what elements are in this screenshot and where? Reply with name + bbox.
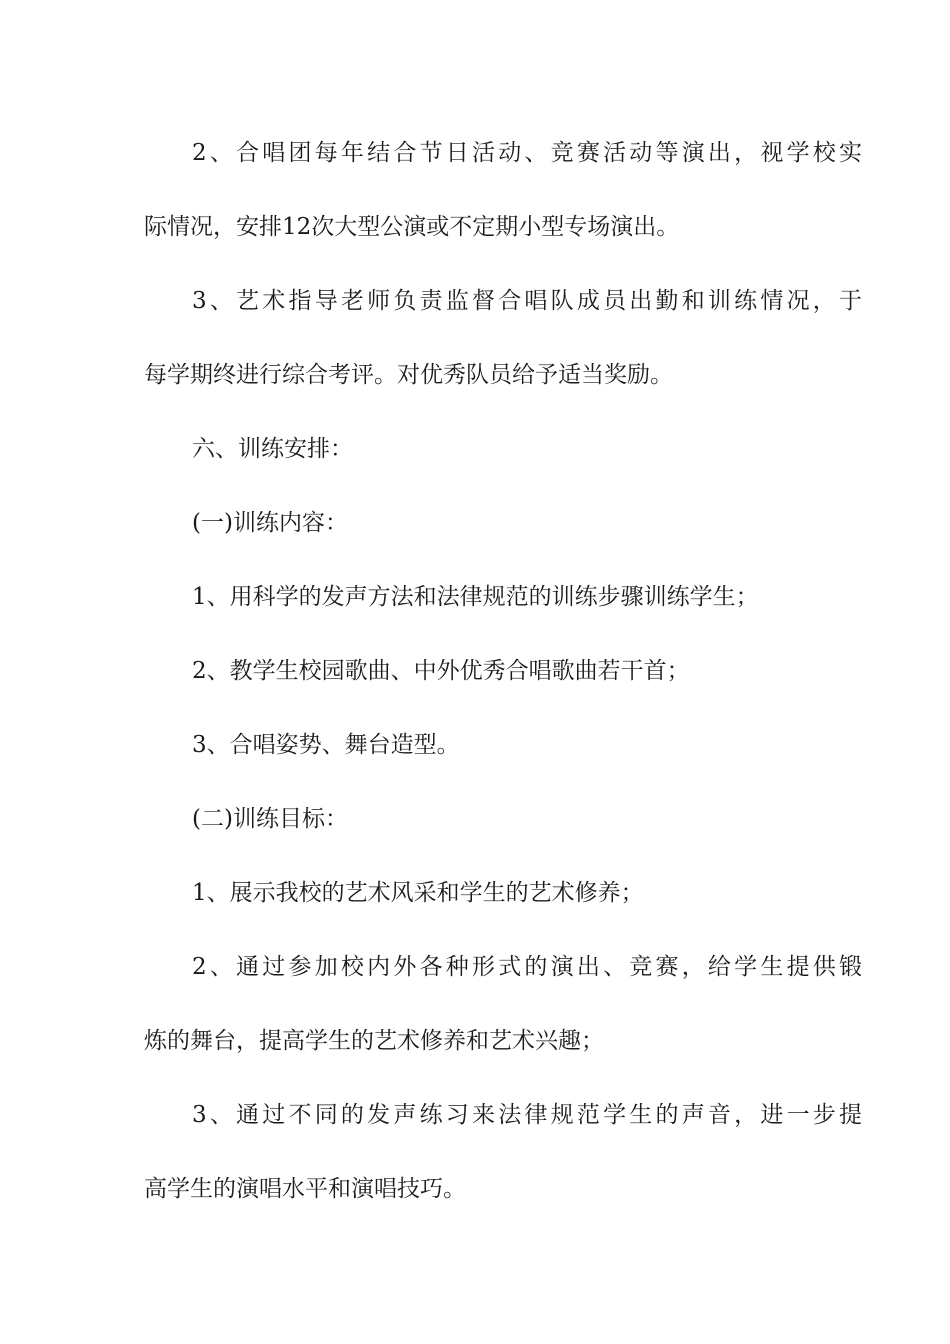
paragraph-1-line-2: 际情况，安排12次大型公演或不定期小型专场演出。	[144, 214, 680, 240]
content-item-2: 2、教学生校园歌曲、中外优秀合唱歌曲若干首；	[192, 658, 690, 684]
goal-item-2-line-1: 2、通过参加校内外各种形式的演出、竞赛，给学生提供锻	[192, 954, 862, 980]
paragraph-1-line-1: 2、合唱团每年结合节日活动、竞赛活动等演出，视学校实	[192, 140, 862, 166]
subheading-training-content: (一)训练内容：	[192, 510, 348, 536]
goal-item-1: 1、展示我校的艺术风采和学生的艺术修养；	[192, 880, 644, 906]
paragraph-2-line-2: 每学期终进行综合考评。对优秀队员给予适当奖励。	[144, 362, 673, 388]
goal-item-3-line-2: 高学生的演唱水平和演唱技巧。	[144, 1176, 466, 1202]
goal-item-3-line-1: 3、通过不同的发声练习来法律规范学生的声音，进一步提	[192, 1102, 862, 1128]
paragraph-2-line-1: 3、艺术指导老师负责监督合唱队成员出勤和训练情况，于	[192, 288, 862, 314]
content-item-1: 1、用科学的发声方法和法律规范的训练步骤训练学生；	[192, 584, 759, 610]
goal-item-2-line-2: 炼的舞台，提高学生的艺术修养和艺术兴趣；	[144, 1028, 604, 1054]
subheading-training-goals: (二)训练目标：	[192, 806, 348, 832]
section-heading-training-arrangement: 六、训练安排：	[192, 436, 353, 462]
content-item-3: 3、合唱姿势、舞台造型。	[192, 732, 460, 758]
